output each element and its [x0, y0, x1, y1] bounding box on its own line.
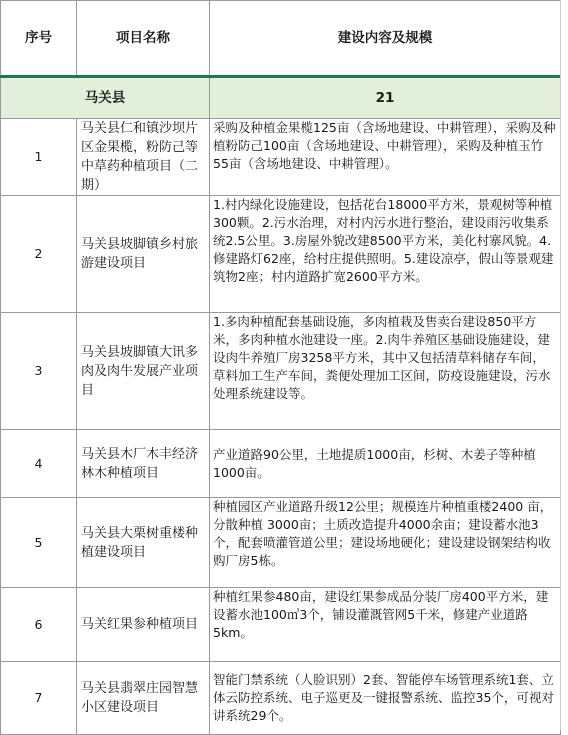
row-content[interactable]: 种植园区产业道路升级12公里；规模连片种植重楼2400 亩，分散种植 3000亩；土质改造提升4000余亩；建设蓄水池3个，配套喷灌管道公里；建设场地硬化；建设建设钢架结构收购厂房5栋。 — [210, 498, 561, 588]
table-row — [1, 313, 561, 430]
row-no[interactable]: 6 — [1, 588, 77, 662]
header-row — [1, 1, 561, 77]
row-name[interactable]: 马关县仁和镇沙坝片区金果榄，粉防己等中草药种植项目（二期） — [77, 119, 210, 196]
row-no[interactable]: 2 — [1, 196, 77, 313]
sheet-edge — [560, 0, 568, 730]
table-row — [1, 662, 561, 735]
row-content[interactable]: 种植红果参480亩，建设红果参成品分装厂房400平方米，建设蓄水池100㎥3个，铺设灌溉管网5千米，修建产业道路5km。 — [210, 588, 561, 662]
row-name[interactable]: 马关县木厂木丰经济林木种植项目 — [77, 430, 210, 498]
header-no[interactable]: 序号 — [1, 1, 77, 77]
group-row — [1, 77, 561, 119]
row-no[interactable]: 4 — [1, 430, 77, 498]
row-name[interactable]: 马关县翡翠庄园智慧小区建设项目 — [77, 662, 210, 735]
row-no[interactable]: 5 — [1, 498, 77, 588]
table-row — [1, 196, 561, 313]
row-no[interactable]: 7 — [1, 662, 77, 735]
table-row — [1, 498, 561, 588]
group-name[interactable]: 马关县 — [1, 77, 210, 119]
row-name[interactable]: 马关红果参种植项目 — [77, 588, 210, 662]
header-content[interactable]: 建设内容及规模 — [210, 1, 561, 77]
row-name[interactable]: 马关县坡脚镇乡村旅游建设项目 — [77, 196, 210, 313]
table-row — [1, 588, 561, 662]
row-no[interactable]: 3 — [1, 313, 77, 430]
table-row — [1, 430, 561, 498]
row-content[interactable]: 产业道路90公里，土地提质1000亩，杉树、木姜子等种植1000亩。 — [210, 430, 561, 498]
row-content[interactable]: 采购及种植金果榄125亩（含场地建设、中耕管理），采购及种植粉防己100亩（含场地建设、中耕管理），采购及种植玉竹55亩（含场地建设、中耕管理）。 — [210, 119, 561, 196]
group-count[interactable]: 21 — [210, 77, 561, 119]
row-name[interactable]: 马关县大栗树重楼种植建设项目 — [77, 498, 210, 588]
row-no[interactable]: 1 — [1, 119, 77, 196]
row-name[interactable]: 马关县坡脚镇大讯多肉及肉牛发展产业项目 — [77, 313, 210, 430]
table-row — [1, 119, 561, 196]
row-content[interactable]: 1.多肉种植配套基础设施，多肉植栽及售卖台建设850平方米，多肉种植水池建设一座。2.肉牛养殖区基础设施建设，建设肉牛养殖厂房3258平方米，其中又包括清草料储存车间，草料加工生产车间，粪便处理加工区间，防疫设施建设，污水处理系统建设等。 — [210, 313, 561, 430]
row-content[interactable]: 1.村内绿化设施建设，包括花台18000平方米，景观树等种植300颗。2.污水治理，对村内污水进行整治，建设雨污收集系统2.5公里。3.房屋外貌改建8500平方米，美化村寨风貌。4.修建路灯62座，给村庄提供照明。5.建设凉亭，假山等景观建筑物2座；村内道路扩宽2600平方米。 — [210, 196, 561, 313]
header-name[interactable]: 项目名称 — [77, 1, 210, 77]
row-content[interactable]: 智能门禁系统（人脸识别）2套、智能停车场管理系统1套、立体云防控系统、电子巡更及一键报警系统、监控35个，可视对讲系统29个。 — [210, 662, 561, 735]
